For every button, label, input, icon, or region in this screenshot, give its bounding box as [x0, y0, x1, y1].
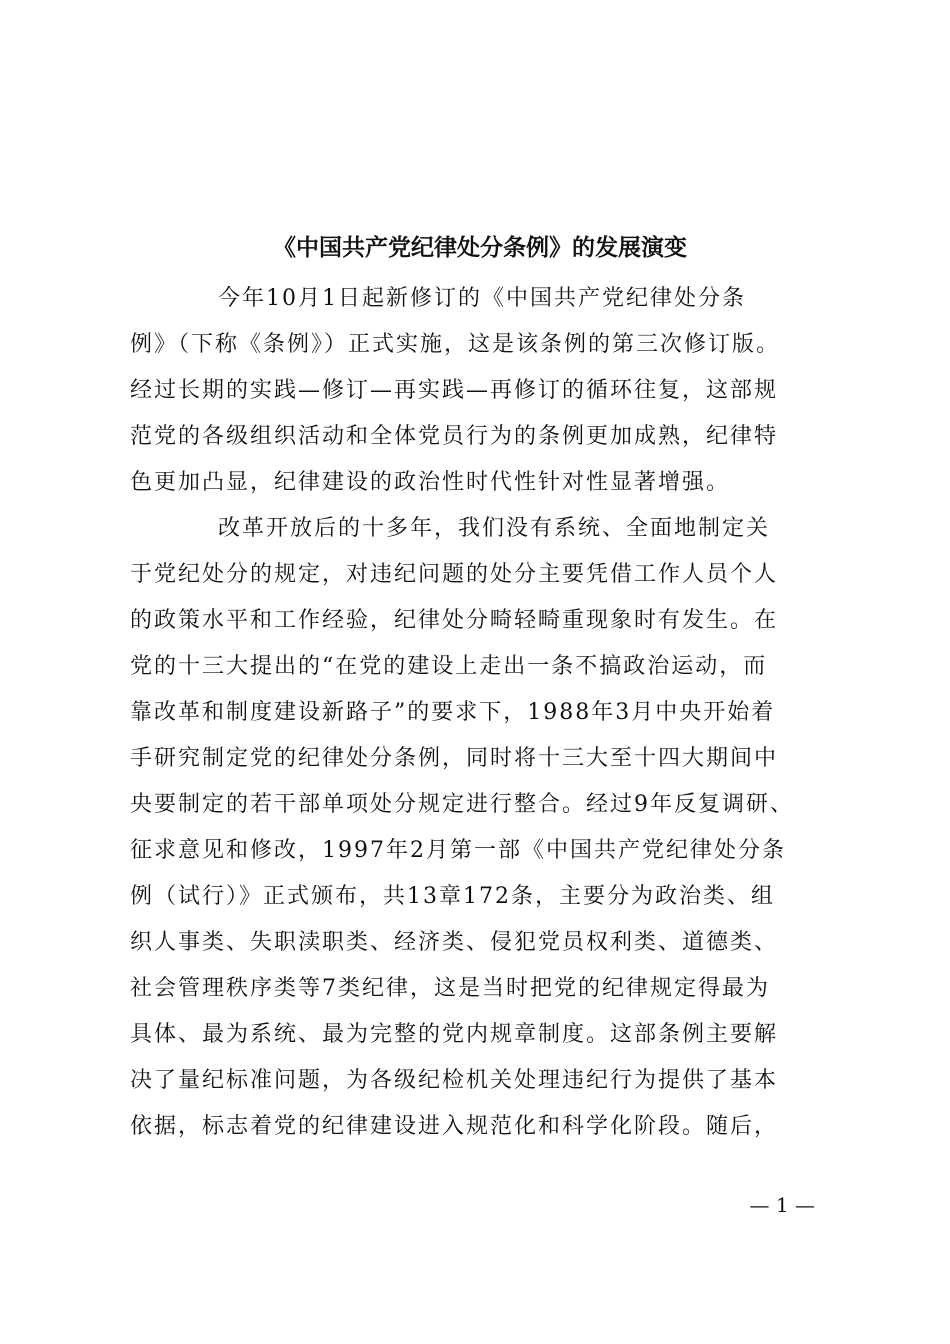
page-number: — 1 —: [749, 1193, 815, 1217]
paragraph-line: 改革开放后的十多年，我们没有系统、全面地制定关: [218, 516, 771, 541]
paragraph-line: 的政策水平和工作经验，纪律处分畸轻畸重现象时有发生。在: [130, 608, 779, 633]
paragraph-1: [130, 276, 830, 506]
paragraph-line: 例》（下称《条例》）正式实施，这是该条例的第三次修订版。: [130, 332, 781, 357]
paragraph-line: 色更加凸显，纪律建设的政治性时代性针对性显著增强。: [130, 470, 731, 495]
paragraph-line: 手研究制定党的纪律处分条例，同时将十三大至十四大期间中: [130, 746, 779, 771]
paragraph-line: 决了量纪标准问题，为各级纪检机关处理违纪行为提供了基本: [130, 1068, 779, 1093]
document-title: 《中国共产党纪律处分条例》的发展演变: [273, 234, 687, 261]
paragraph-line: 今年10月1日起新修订的《中国共产党纪律处分条: [218, 286, 746, 311]
paragraph-line: 例（试行）》正式颁布，共13章172条，主要分为政治类、组: [130, 884, 775, 909]
document-body: [130, 276, 830, 1150]
paragraph-line: 织人事类、失职渎职类、经济类、侵犯党员权利类、道德类、: [130, 930, 779, 955]
paragraph-line: 经过长期的实践—修订—再实践—再修订的循环往复，这部规: [130, 378, 779, 403]
paragraph-line: 征求意见和修改，1997年2月第一部《中国共产党纪律处分条: [130, 838, 786, 863]
paragraph-line: 具体、最为系统、最为完整的党内规章制度。这部条例主要解: [130, 1022, 779, 1047]
paragraph-line: 党的十三大提出的“在党的建设上走出一条不搞政治运动，而: [130, 654, 768, 679]
paragraph-line: 靠改革和制度建设新路子”的要求下，1988年3月中央开始着: [130, 700, 776, 725]
paragraph-line: 于党纪处分的规定，对违纪问题的处分主要凭借工作人员个人: [130, 562, 779, 587]
paragraph-2: [130, 506, 830, 1150]
paragraph-line: 依据，标志着党的纪律建设进入规范化和科学化阶段。随后，: [130, 1114, 779, 1139]
paragraph-line: 范党的各级组织活动和全体党员行为的条例更加成熟，纪律特: [130, 424, 779, 449]
paragraph-line: 央要制定的若干部单项处分规定进行整合。经过9年反复调研、: [130, 792, 794, 817]
paragraph-line: 社会管理秩序类等7类纪律，这是当时把党的纪律规定得最为: [130, 976, 770, 1001]
